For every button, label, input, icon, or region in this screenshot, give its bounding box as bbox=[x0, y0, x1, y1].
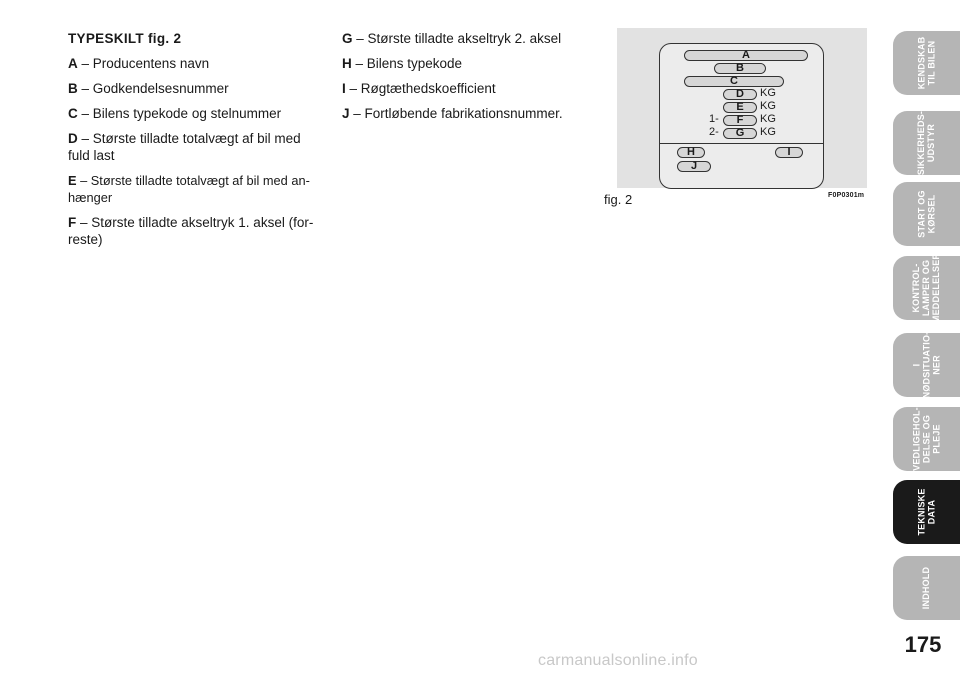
list-item bbox=[342, 80, 592, 97]
tab-start-og-korsel[interactable] bbox=[893, 182, 960, 246]
figure-code: F0P0301m bbox=[828, 192, 865, 199]
item-text: – Største tilladte totalvægt af bil med an-hænger bbox=[68, 173, 310, 205]
item-letter: I bbox=[342, 81, 346, 96]
plate-field-i: I bbox=[775, 147, 803, 158]
item-text: – Bilens typekode og stelnummer bbox=[77, 106, 282, 121]
list-item bbox=[68, 130, 323, 164]
plate-field-h: H bbox=[677, 147, 705, 158]
tab-label: KONTROL- LAMPER OG MEDDELELSER bbox=[911, 252, 942, 324]
item-letter: D bbox=[68, 131, 78, 146]
list-item bbox=[68, 105, 323, 122]
tab-sikkerhedsudstyr[interactable] bbox=[893, 111, 960, 175]
item-text: – Godkendelsesnummer bbox=[77, 81, 229, 96]
kg-label-d: KG bbox=[760, 87, 776, 99]
kg-label-f: KG bbox=[760, 113, 776, 125]
watermark: carmanualsonline.info bbox=[538, 652, 698, 669]
plate-field-a: A bbox=[684, 50, 808, 61]
tab-label: VEDLIGEHOL- DELSE OG PLEJE bbox=[911, 407, 942, 471]
tab-tekniske-data[interactable] bbox=[893, 480, 960, 544]
list-item bbox=[68, 214, 323, 248]
axle-label-2: 2- bbox=[709, 126, 719, 138]
axle-label-1: 1- bbox=[709, 113, 719, 125]
item-letter: J bbox=[342, 106, 350, 121]
item-letter: A bbox=[68, 56, 78, 71]
tab-kendskab-til-bilen[interactable] bbox=[893, 31, 960, 95]
figure-caption: fig. 2 bbox=[604, 192, 633, 207]
item-letter: H bbox=[342, 56, 352, 71]
plate-field-j: J bbox=[677, 161, 711, 172]
list-item bbox=[68, 172, 323, 206]
plate-field-g: G bbox=[723, 128, 757, 139]
item-letter: G bbox=[342, 31, 353, 46]
item-text: – Bilens typekode bbox=[351, 56, 463, 71]
tab-indhold[interactable] bbox=[893, 556, 960, 620]
item-letter: C bbox=[68, 106, 78, 121]
plate-field-c: C bbox=[684, 76, 784, 87]
tab-vedligeholdelse[interactable] bbox=[893, 407, 960, 471]
plate-field-b: B bbox=[714, 63, 766, 74]
tab-label: INDHOLD bbox=[921, 566, 932, 610]
item-text: – Fortløbende fabrikationsnummer. bbox=[349, 106, 563, 121]
tab-i-nodsituationer[interactable] bbox=[893, 333, 960, 397]
tab-label: I NØDSITUATIO- NER bbox=[911, 331, 942, 399]
item-text: – Producentens navn bbox=[77, 56, 210, 71]
item-letter: B bbox=[68, 81, 78, 96]
tab-label: SIKKERHEDS- UDSTYR bbox=[916, 110, 937, 176]
list-item bbox=[342, 55, 592, 72]
item-text: – Største tilladte akseltryk 2. aksel bbox=[352, 31, 562, 46]
item-text: – Røgtæthedskoefficient bbox=[345, 81, 496, 96]
section-heading: TYPESKILT fig. 2 bbox=[68, 31, 182, 46]
item-letter: E bbox=[68, 173, 77, 188]
tab-label: START OG KØRSEL bbox=[916, 190, 937, 238]
plate-field-f: F bbox=[723, 115, 757, 126]
page-number: 175 bbox=[904, 632, 942, 657]
list-item bbox=[342, 30, 592, 47]
plate-field-e: E bbox=[723, 102, 757, 113]
kg-label-g: KG bbox=[760, 126, 776, 138]
item-letter: F bbox=[68, 215, 77, 230]
text-column-right bbox=[342, 30, 592, 130]
plate-divider bbox=[659, 143, 824, 144]
list-item bbox=[342, 105, 592, 122]
tab-label: KENDSKAB TIL BILEN bbox=[916, 36, 937, 90]
kg-label-e: KG bbox=[760, 100, 776, 112]
item-text: – Største tilladte totalvægt af bil med fuld last bbox=[68, 131, 301, 163]
list-item bbox=[68, 80, 323, 97]
item-text: – Største tilladte akseltryk 1. aksel (for-reste) bbox=[68, 215, 314, 247]
text-column-left bbox=[68, 30, 323, 256]
list-item bbox=[68, 55, 323, 72]
tab-kontrol-lamper[interactable] bbox=[893, 252, 960, 324]
tab-label: TEKNISKE DATA bbox=[916, 488, 937, 536]
plate-field-d: D bbox=[723, 89, 757, 100]
